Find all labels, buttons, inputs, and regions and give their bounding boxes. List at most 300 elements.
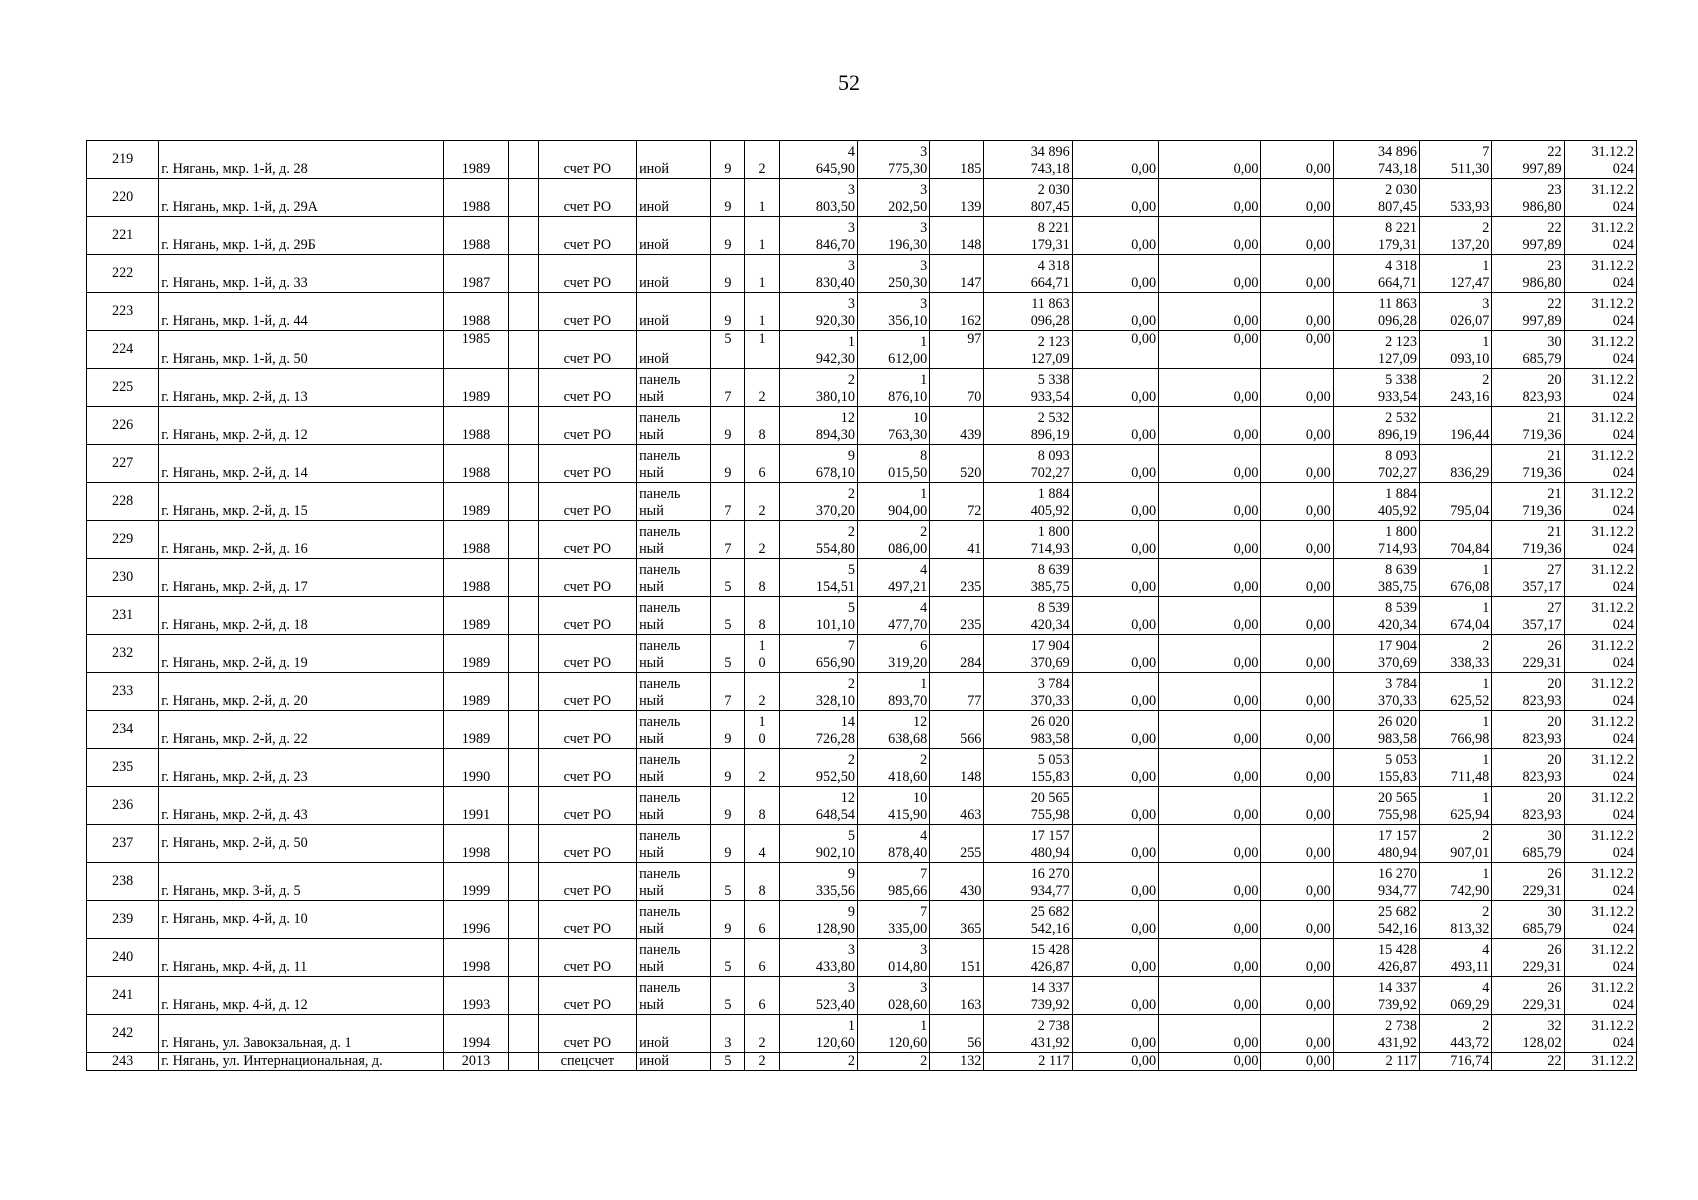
year-cell-text: 1993 [461,997,491,1013]
entrances-cell [745,673,779,711]
year-cell [444,331,508,369]
entrances-cell-text: 2 [758,1053,766,1069]
specific-cost-cell-text: 2 443,72 [1450,1018,1490,1051]
deadline-cell-text: 31.12.2 024 [1591,562,1634,595]
regional-funds-cell [1159,255,1261,293]
entrances-cell-text: 8 [758,427,766,443]
total-area-cell [779,597,857,635]
deadline-cell-text: 31.12.2 024 [1591,790,1634,823]
wall-material-cell [637,635,711,673]
cost-cell [984,711,1072,749]
residents-cell-text: 163 [960,997,982,1013]
address-cell [159,407,444,445]
fund-method-cell [538,179,636,217]
living-area-cell-text: 10 763,30 [888,410,928,443]
cost-cell [984,293,1072,331]
total-area-cell [779,521,857,559]
limit-cost-cell-text: 22 [1547,1053,1562,1069]
floors-cell [711,863,745,901]
deadline-cell [1564,369,1636,407]
table-row [87,521,1637,559]
address-cell [159,673,444,711]
deadline-cell-text: 31.12.2 024 [1591,144,1634,177]
fund-method-cell [538,521,636,559]
federal-funds-cell [1072,141,1158,179]
regional-funds-cell-text: 0,00 [1233,313,1259,329]
federal-funds-cell-text: 0,00 [1131,313,1157,329]
total-area-cell-text: 7 656,90 [815,638,855,671]
entrances-cell [745,331,779,369]
federal-funds-cell [1072,331,1158,369]
deadline-cell [1564,483,1636,521]
year-cell-text: 1988 [461,465,491,481]
living-area-cell [857,141,929,179]
blank-cell [508,597,538,635]
address-cell [159,1053,444,1071]
limit-cost-cell [1492,293,1564,331]
federal-funds-cell-text: 0,00 [1131,427,1157,443]
total-area-cell-text: 2 370,20 [815,486,855,519]
wall-material-cell-text: панель ный [639,942,681,975]
limit-cost-cell [1492,787,1564,825]
address-cell [159,445,444,483]
limit-cost-cell [1492,825,1564,863]
wall-material-cell-text: панель ный [639,866,681,899]
wall-material-cell [637,331,711,369]
local-funds-cell-text: 0,00 [1305,655,1331,671]
limit-cost-cell-text: 26 229,31 [1522,638,1562,671]
specific-cost-cell-text: 1 766,98 [1450,714,1490,747]
federal-funds-cell-text: 0,00 [1131,845,1157,861]
owners-funds-cell [1333,711,1419,749]
residents-cell-text: 430 [960,883,982,899]
fund-method-cell [538,255,636,293]
address-cell [159,179,444,217]
table-row [87,331,1637,369]
limit-cost-cell-text: 20 823,93 [1522,790,1562,823]
table-row [87,369,1637,407]
owners-funds-cell [1333,179,1419,217]
owners-funds-cell [1333,255,1419,293]
floors-cell [711,977,745,1015]
living-area-cell-text: 3 356,10 [888,296,928,329]
entrances-cell-text: 1 0 [758,714,766,747]
fund-method-cell [538,559,636,597]
total-area-cell-text: 1 942,30 [815,334,855,367]
fund-method-cell-text: счет РО [563,617,612,633]
total-area-cell [779,901,857,939]
total-area-cell [779,369,857,407]
entrances-cell [745,825,779,863]
local-funds-cell-text: 0,00 [1305,845,1331,861]
housing-table [86,140,1637,1071]
entrances-cell [745,635,779,673]
row-number-cell-text: 235 [111,759,134,775]
regional-funds-cell-text: 0,00 [1233,807,1259,823]
year-cell [444,255,508,293]
living-area-cell-text: 1 120,60 [888,1018,928,1051]
specific-cost-cell [1420,901,1492,939]
entrances-cell-text: 1 [758,331,766,347]
specific-cost-cell [1420,825,1492,863]
cost-cell [984,635,1072,673]
blank-cell [508,559,538,597]
specific-cost-cell-text: 3 026,07 [1450,296,1490,329]
floors-cell-text: 9 [724,237,732,253]
local-funds-cell-text: 0,00 [1305,997,1331,1013]
address-cell-text: г. Нягань, мкр. 2-й, д. 20 [161,693,308,709]
total-area-cell-text: 12 894,30 [815,410,855,443]
entrances-cell-text: 2 [758,769,766,785]
year-cell-text: 1989 [461,503,491,519]
entrances-cell [745,521,779,559]
federal-funds-cell [1072,787,1158,825]
row-number-cell [87,749,159,787]
floors-cell-text: 9 [724,845,732,861]
federal-funds-cell-text: 0,00 [1131,1035,1157,1051]
deadline-cell [1564,1015,1636,1053]
regional-funds-cell-text: 0,00 [1233,199,1259,215]
entrances-cell [745,407,779,445]
wall-material-cell-text: панель ный [639,410,681,443]
local-funds-cell [1261,521,1333,559]
entrances-cell-text: 8 [758,579,766,595]
federal-funds-cell-text: 0,00 [1131,693,1157,709]
floors-cell [711,331,745,369]
address-cell-text: г. Нягань, мкр. 2-й, д. 43 [161,807,308,823]
address-cell-text: г. Нягань, ул. Интернациональная, д. [161,1053,383,1069]
deadline-cell [1564,597,1636,635]
total-area-cell-text: 2 [847,1053,855,1069]
cost-cell-text: 5 338 933,54 [1030,372,1070,405]
blank-cell [508,1053,538,1071]
regional-funds-cell [1159,863,1261,901]
year-cell [444,217,508,255]
total-area-cell-text: 5 101,10 [815,600,855,633]
deadline-cell-text: 31.12.2 024 [1591,676,1634,709]
residents-cell-text: 148 [960,237,982,253]
entrances-cell-text: 1 [758,275,766,291]
blank-cell [508,939,538,977]
address-cell-text: г. Нягань, мкр. 4-й, д. 10 [161,911,308,927]
living-area-cell [857,635,929,673]
limit-cost-cell [1492,179,1564,217]
table-row [87,293,1637,331]
regional-funds-cell [1159,1015,1261,1053]
residents-cell [930,1053,984,1071]
deadline-cell-text: 31.12.2 024 [1591,296,1634,329]
cost-cell-text: 17 904 370,69 [1030,638,1070,671]
wall-material-cell-text: иной [639,313,669,329]
row-number-cell-text: 232 [111,645,134,661]
federal-funds-cell [1072,445,1158,483]
owners-funds-cell [1333,293,1419,331]
owners-funds-cell [1333,939,1419,977]
wall-material-cell-text: панель ный [639,676,681,709]
row-number-cell [87,483,159,521]
entrances-cell-text: 1 [758,313,766,329]
limit-cost-cell-text: 30 685,79 [1522,904,1562,937]
federal-funds-cell [1072,977,1158,1015]
specific-cost-cell [1420,1015,1492,1053]
address-cell-text: г. Нягань, мкр. 1-й, д. 29Б [161,237,316,253]
floors-cell-text: 7 [724,503,732,519]
total-area-cell-text: 9 678,10 [815,448,855,481]
local-funds-cell-text: 0,00 [1305,465,1331,481]
federal-funds-cell-text: 0,00 [1131,275,1157,291]
specific-cost-cell [1420,711,1492,749]
regional-funds-cell [1159,749,1261,787]
floors-cell [711,559,745,597]
federal-funds-cell-text: 0,00 [1131,503,1157,519]
residents-cell [930,521,984,559]
owners-funds-cell [1333,331,1419,369]
living-area-cell-text: 12 638,68 [888,714,928,747]
cost-cell-text: 1 884 405,92 [1030,486,1070,519]
cost-cell-text: 11 863 096,28 [1030,296,1070,329]
federal-funds-cell [1072,749,1158,787]
owners-funds-cell-text: 16 270 934,77 [1378,866,1418,899]
living-area-cell [857,217,929,255]
deadline-cell [1564,901,1636,939]
residents-cell [930,673,984,711]
cost-cell [984,217,1072,255]
local-funds-cell [1261,711,1333,749]
fund-method-cell [538,597,636,635]
cost-cell-text: 8 221 179,31 [1030,220,1070,253]
cost-cell [984,255,1072,293]
entrances-cell-text: 2 [758,541,766,557]
blank-cell [508,1015,538,1053]
deadline-cell [1564,863,1636,901]
owners-funds-cell-text: 2 532 896,19 [1378,410,1418,443]
regional-funds-cell-text: 0,00 [1233,465,1259,481]
owners-funds-cell-text: 11 863 096,28 [1378,296,1418,329]
year-cell-text: 1998 [461,845,491,861]
entrances-cell-text: 2 [758,503,766,519]
deadline-cell [1564,787,1636,825]
local-funds-cell-text: 0,00 [1305,1035,1331,1051]
living-area-cell-text: 2 086,00 [888,524,928,557]
blank-cell [508,901,538,939]
limit-cost-cell-text: 22 997,89 [1522,144,1562,177]
residents-cell [930,749,984,787]
residents-cell-text: 365 [960,921,982,937]
wall-material-cell-text: панель ный [639,980,681,1013]
living-area-cell [857,825,929,863]
row-number-cell [87,369,159,407]
address-cell-text: г. Нягань, мкр. 2-й, д. 16 [161,541,308,557]
fund-method-cell [538,1053,636,1071]
row-number-cell-text: 241 [111,987,134,1003]
living-area-cell-text: 3 202,50 [888,182,928,215]
owners-funds-cell [1333,559,1419,597]
floors-cell [711,407,745,445]
residents-cell-text: 235 [960,617,982,633]
local-funds-cell [1261,901,1333,939]
local-funds-cell [1261,635,1333,673]
entrances-cell-text: 1 [758,199,766,215]
limit-cost-cell [1492,559,1564,597]
floors-cell [711,483,745,521]
floors-cell [711,825,745,863]
owners-funds-cell-text: 5 338 933,54 [1378,372,1418,405]
cost-cell [984,901,1072,939]
row-number-cell-text: 228 [111,493,134,509]
row-number-cell [87,977,159,1015]
year-cell-text: 1985 [461,331,491,347]
living-area-cell-text: 1 893,70 [888,676,928,709]
blank-cell [508,369,538,407]
fund-method-cell-text: счет РО [563,351,612,367]
fund-method-cell [538,407,636,445]
local-funds-cell-text: 0,00 [1305,921,1331,937]
blank-cell [508,825,538,863]
regional-funds-cell [1159,597,1261,635]
row-number-cell-text: 223 [111,303,134,319]
entrances-cell-text: 4 [758,845,766,861]
year-cell-text: 1988 [461,541,491,557]
wall-material-cell [637,217,711,255]
local-funds-cell-text: 0,00 [1305,1053,1331,1069]
year-cell-text: 1989 [461,655,491,671]
owners-funds-cell [1333,217,1419,255]
total-area-cell [779,673,857,711]
address-cell [159,255,444,293]
fund-method-cell-text: счет РО [563,427,612,443]
owners-funds-cell [1333,597,1419,635]
federal-funds-cell-text: 0,00 [1131,769,1157,785]
regional-funds-cell-text: 0,00 [1233,161,1259,177]
limit-cost-cell-text: 26 229,31 [1522,980,1562,1013]
floors-cell-text: 5 [724,883,732,899]
limit-cost-cell [1492,1053,1564,1071]
total-area-cell-text: 9 128,90 [815,904,855,937]
entrances-cell [745,369,779,407]
fund-method-cell [538,293,636,331]
year-cell-text: 1989 [461,617,491,633]
living-area-cell [857,255,929,293]
entrances-cell [745,483,779,521]
fund-method-cell-text: счет РО [563,389,612,405]
residents-cell [930,825,984,863]
federal-funds-cell [1072,217,1158,255]
fund-method-cell [538,787,636,825]
cost-cell [984,483,1072,521]
total-area-cell [779,711,857,749]
living-area-cell [857,483,929,521]
cost-cell [984,787,1072,825]
total-area-cell [779,559,857,597]
living-area-cell-text: 1 612,00 [888,334,928,367]
regional-funds-cell-text: 0,00 [1233,503,1259,519]
total-area-cell [779,293,857,331]
wall-material-cell [637,521,711,559]
owners-funds-cell-text: 34 896 743,18 [1378,144,1418,177]
address-cell [159,1015,444,1053]
row-number-cell-text: 243 [111,1053,134,1069]
deadline-cell-text: 31.12.2 024 [1591,1018,1634,1051]
year-cell [444,179,508,217]
cost-cell [984,673,1072,711]
year-cell-text: 1989 [461,389,491,405]
wall-material-cell-text: панель ный [639,638,681,671]
entrances-cell-text: 8 [758,807,766,823]
year-cell [444,1053,508,1071]
year-cell-text: 1990 [461,769,491,785]
table-row [87,711,1637,749]
local-funds-cell [1261,939,1333,977]
year-cell-text: 1988 [461,237,491,253]
owners-funds-cell-text: 1 800 714,93 [1378,524,1418,557]
wall-material-cell-text: панель ный [639,448,681,481]
local-funds-cell-text: 0,00 [1305,313,1331,329]
total-area-cell-text: 5 154,51 [815,562,855,595]
local-funds-cell-text: 0,00 [1305,731,1331,747]
total-area-cell [779,749,857,787]
residents-cell-text: 77 [967,693,982,709]
specific-cost-cell-text: 1 676,08 [1450,562,1490,595]
floors-cell [711,521,745,559]
federal-funds-cell [1072,711,1158,749]
regional-funds-cell-text: 0,00 [1233,769,1259,785]
row-number-cell-text: 231 [111,607,134,623]
local-funds-cell-text: 0,00 [1305,883,1331,899]
fund-method-cell [538,825,636,863]
specific-cost-cell-text: 2 243,16 [1450,372,1490,405]
entrances-cell [745,711,779,749]
floors-cell-text: 9 [724,427,732,443]
regional-funds-cell-text: 0,00 [1233,959,1259,975]
floors-cell-text: 7 [724,541,732,557]
federal-funds-cell [1072,293,1158,331]
address-cell [159,369,444,407]
total-area-cell-text: 3 830,40 [815,258,855,291]
floors-cell-text: 9 [724,161,732,177]
floors-cell-text: 5 [724,617,732,633]
local-funds-cell-text: 0,00 [1305,617,1331,633]
residents-cell [930,787,984,825]
blank-cell [508,749,538,787]
year-cell [444,939,508,977]
wall-material-cell-text: иной [639,1035,669,1051]
specific-cost-cell-text: 1 674,04 [1450,600,1490,633]
residents-cell-text: 235 [960,579,982,595]
total-area-cell [779,217,857,255]
blank-cell [508,331,538,369]
cost-cell-text: 8 539 420,34 [1030,600,1070,633]
specific-cost-cell-text: 2 338,33 [1450,638,1490,671]
local-funds-cell-text: 0,00 [1305,161,1331,177]
fund-method-cell-text: счет РО [563,541,612,557]
floors-cell [711,787,745,825]
local-funds-cell-text: 0,00 [1305,579,1331,595]
local-funds-cell-text: 0,00 [1305,331,1331,347]
deadline-cell [1564,141,1636,179]
residents-cell-text: 255 [960,845,982,861]
living-area-cell-text: 8 015,50 [888,448,928,481]
local-funds-cell-text: 0,00 [1305,807,1331,823]
local-funds-cell [1261,483,1333,521]
year-cell [444,825,508,863]
address-cell-text: г. Нягань, мкр. 1-й, д. 50 [161,351,308,367]
table-row [87,141,1637,179]
federal-funds-cell-text: 0,00 [1131,331,1157,347]
floors-cell [711,635,745,673]
address-cell-text: г. Нягань, мкр. 2-й, д. 12 [161,427,308,443]
federal-funds-cell [1072,825,1158,863]
total-area-cell-text: 2 952,50 [815,752,855,785]
